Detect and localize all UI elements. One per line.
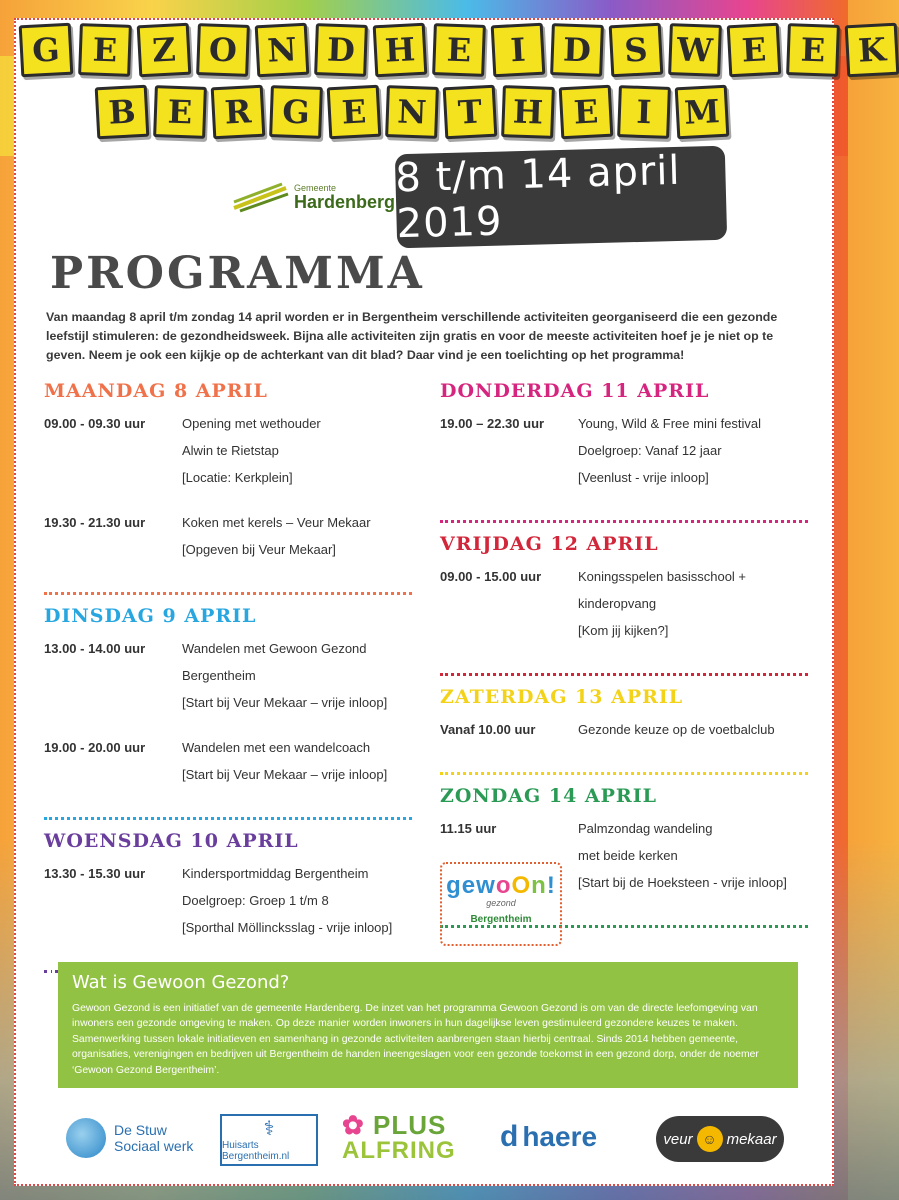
event-line: met beide kerken <box>578 848 678 863</box>
event-description <box>578 716 775 743</box>
day-title: WOENSDAG 10 APRIL <box>44 830 299 852</box>
huisarts-text: Huisarts Bergentheim.nl <box>222 1140 290 1162</box>
event-line: [Locatie: Kerkplein] <box>182 470 293 485</box>
title-letter-tile: I <box>617 85 671 139</box>
date-banner <box>395 146 727 249</box>
event-line: Doelgroep: Groep 1 t/m 8 <box>182 893 329 908</box>
day-title: VRIJDAG 12 APRIL <box>440 533 659 555</box>
event-row <box>440 716 808 743</box>
title-letter-tile: N <box>385 85 439 139</box>
event-line: Palmzondag wandeling <box>578 821 713 836</box>
haere-d-text: d <box>500 1120 519 1153</box>
event-line: Kindersportmiddag Bergentheim <box>182 866 369 881</box>
event-line: Gezonde keuze op de voetbalclub <box>578 722 775 737</box>
day-separator <box>44 592 412 595</box>
day-separator <box>440 772 808 775</box>
title-letter-tile: E <box>153 85 207 139</box>
event-row <box>440 563 808 644</box>
gemeente-hardenberg-logo <box>232 182 395 212</box>
day-block <box>44 605 412 820</box>
event-line: [Start bij Veur Mekaar – vrije inloop] <box>182 695 388 710</box>
event-line: Wandelen met Gewoon Gezond <box>182 641 367 656</box>
day-title: ZONDAG 14 APRIL <box>440 785 657 807</box>
event-description <box>182 734 387 788</box>
event-description <box>182 509 371 563</box>
event-line: [Start bij de Hoeksteen - vrije inloop] <box>578 875 787 890</box>
title-letter-tile: G <box>269 85 323 139</box>
bergentheim-subtext: Bergentheim <box>470 914 532 925</box>
event-line: [Start bij Veur Mekaar – vrije inloop] <box>182 767 388 782</box>
event-time: 09.00 - 15.00 uur <box>440 569 542 584</box>
info-text: Gewoon Gezond is een initiatief van de gemeente Hardenberg. De inzet van het programma Gewoon Gezond is om van de directe leefomgeving van inwoners een gezonde omgeving te maken. Op deze manier worden inwoners in hun dagelijkse leven gestimuleerd gezondere keuzes te maken. Samenwerking tussen lokale initiatieven en samenhang in gezonde activiteiten aanbrengen staan hierbij centraal. Sinds 2014 hebben gemeente, organisaties, verenigingen en bedrijven uit Bergentheim de handen ineengeslagen voor een gezonde toekomst in een gezond dorp, onder de noemer ‘Gewoon Gezond Bergentheim’. <box>72 1003 759 1076</box>
people-icon: ☺ <box>697 1126 723 1152</box>
title-letter-tile: N <box>255 23 310 78</box>
plus-alfring-logo <box>342 1112 456 1164</box>
event-description <box>578 410 761 491</box>
event-description <box>578 563 746 644</box>
title-letter-tile: E <box>727 23 782 78</box>
logo-small-text: Gemeente <box>294 183 337 193</box>
title-letter-tile: D <box>314 23 368 77</box>
event-row <box>44 509 412 563</box>
title-letter-tile: T <box>443 85 498 140</box>
event-row <box>44 860 412 941</box>
title-letter-tile: D <box>550 23 604 77</box>
title-letter-tile: G <box>19 23 74 78</box>
day-title: ZATERDAG 13 APRIL <box>440 686 684 708</box>
veur-text: veur <box>663 1130 693 1148</box>
gezond-subtext: gezond <box>486 898 516 908</box>
day-block <box>44 380 412 595</box>
event-time: 19.00 – 22.30 uur <box>440 416 545 431</box>
event-row <box>440 410 808 491</box>
title-letter-tile: E <box>432 23 486 77</box>
day-separator <box>440 520 808 523</box>
event-description <box>182 860 392 941</box>
event-row <box>44 410 412 491</box>
de-stuw-icon <box>66 1118 106 1158</box>
logo-big-text: Hardenberg <box>294 192 396 212</box>
title-letter-tile: Z <box>137 23 192 78</box>
info-box <box>58 962 798 1088</box>
schedule-right-column <box>440 380 808 938</box>
event-line: Koningsspelen basisschool + <box>578 569 747 584</box>
alfring-text: ALFRING <box>342 1137 456 1164</box>
title-letter-tile: K <box>845 23 899 78</box>
event-time: 13.00 - 14.00 uur <box>44 641 146 656</box>
event-time: 19.00 - 20.00 uur <box>44 740 146 755</box>
title-letter-tile: W <box>668 23 722 77</box>
veur-mekaar-logo <box>656 1116 784 1162</box>
event-line: Young, Wild & Free mini festival <box>578 416 762 431</box>
haere-text: haere <box>522 1121 598 1152</box>
title-letter-tile: E <box>327 85 382 140</box>
day-block <box>440 533 808 676</box>
title-letter-tile: S <box>609 23 664 78</box>
event-time: 13.30 - 15.30 uur <box>44 866 146 881</box>
day-separator <box>440 673 808 676</box>
title-letter-tile: I <box>491 23 546 78</box>
event-line: [Opgeven bij Veur Mekaar] <box>182 542 336 557</box>
de-stuw-logo <box>66 1118 193 1158</box>
intro-paragraph: Van maandag 8 april t/m zondag 14 april worden er in Bergentheim verschillende activiteiten georganiseerd die een gezonde leefstijl stimuleren: de gezondheidsweek. Bijna alle activiteiten zijn gratis en voor de meeste activiteiten hoef je je niet op te geven. Neem je ook een kijkje op de achterkant van dit blad? Daar vind je een toelichting op het programma! <box>46 310 778 362</box>
event-line: Bergentheim <box>182 668 256 683</box>
event-line: Alwin te Rietstap <box>182 443 279 458</box>
schedule-left-column <box>44 380 412 983</box>
day-block <box>440 686 808 775</box>
medical-staff-icon: ⚕ <box>263 1118 275 1140</box>
title-letter-tile: M <box>675 85 730 140</box>
title-letter-tile: H <box>501 85 555 139</box>
event-line: Wandelen met een wandelcoach <box>182 740 371 755</box>
de-haere-logo <box>500 1120 597 1154</box>
title-letter-tile: E <box>78 23 132 77</box>
day-separator <box>44 817 412 820</box>
title-letter-tile: E <box>559 85 614 140</box>
plus-text: PLUS <box>373 1110 447 1140</box>
event-line: kinderopvang <box>578 596 657 611</box>
huisarts-logo <box>220 1114 318 1166</box>
title-letter-tile: E <box>786 23 840 77</box>
event-line: [Veenlust - vrije inloop] <box>578 470 709 485</box>
title-letter-tile: O <box>196 23 250 77</box>
plus-clover-icon: ✿ <box>342 1110 365 1140</box>
gewoon-gezond-logo <box>440 862 562 946</box>
stuw-line1: De Stuw <box>114 1122 167 1138</box>
title-bergentheim <box>96 86 728 138</box>
gewoon-wordmark: gewoOn! <box>446 872 556 899</box>
event-description <box>182 410 321 491</box>
day-title: DONDERDAG 11 APRIL <box>440 380 710 402</box>
mekaar-text: mekaar <box>726 1130 777 1148</box>
title-gezondheidsweek <box>20 24 898 76</box>
day-block <box>44 830 412 973</box>
event-row <box>44 635 412 716</box>
event-line: [Kom jij kijken?] <box>578 623 669 638</box>
event-time: 19.30 - 21.30 uur <box>44 515 146 530</box>
event-description <box>182 635 387 716</box>
title-letter-tile: H <box>373 23 428 78</box>
event-row <box>44 734 412 788</box>
info-title: Wat is Gewoon Gezond? <box>72 972 290 993</box>
event-time: Vanaf 10.00 uur <box>440 722 536 737</box>
sponsor-logos <box>60 1110 800 1170</box>
bracket-left <box>48 954 66 1096</box>
event-line: [Sporthal Möllincksslag - vrije inloop] <box>182 920 393 935</box>
day-title: MAANDAG 8 APRIL <box>44 380 268 402</box>
programma-heading: PROGRAMMA <box>50 248 425 299</box>
event-time: 11.15 uur <box>440 821 497 836</box>
day-title: DINSDAG 9 APRIL <box>44 605 257 627</box>
event-description <box>578 815 787 896</box>
title-letter-tile: R <box>211 85 266 140</box>
bracket-right <box>790 954 808 1096</box>
event-time: 09.00 - 09.30 uur <box>44 416 146 431</box>
date-text: 8 t/m 14 april 2019 <box>394 147 682 248</box>
stuw-line2: Sociaal werk <box>114 1138 194 1154</box>
hardenberg-swoosh-icon <box>232 182 288 212</box>
event-line: Koken met kerels – Veur Mekaar <box>182 515 371 530</box>
event-line: Doelgroep: Vanaf 12 jaar <box>578 443 722 458</box>
title-letter-tile: B <box>95 85 150 140</box>
day-block <box>440 380 808 523</box>
event-line: Opening met wethouder <box>182 416 321 431</box>
